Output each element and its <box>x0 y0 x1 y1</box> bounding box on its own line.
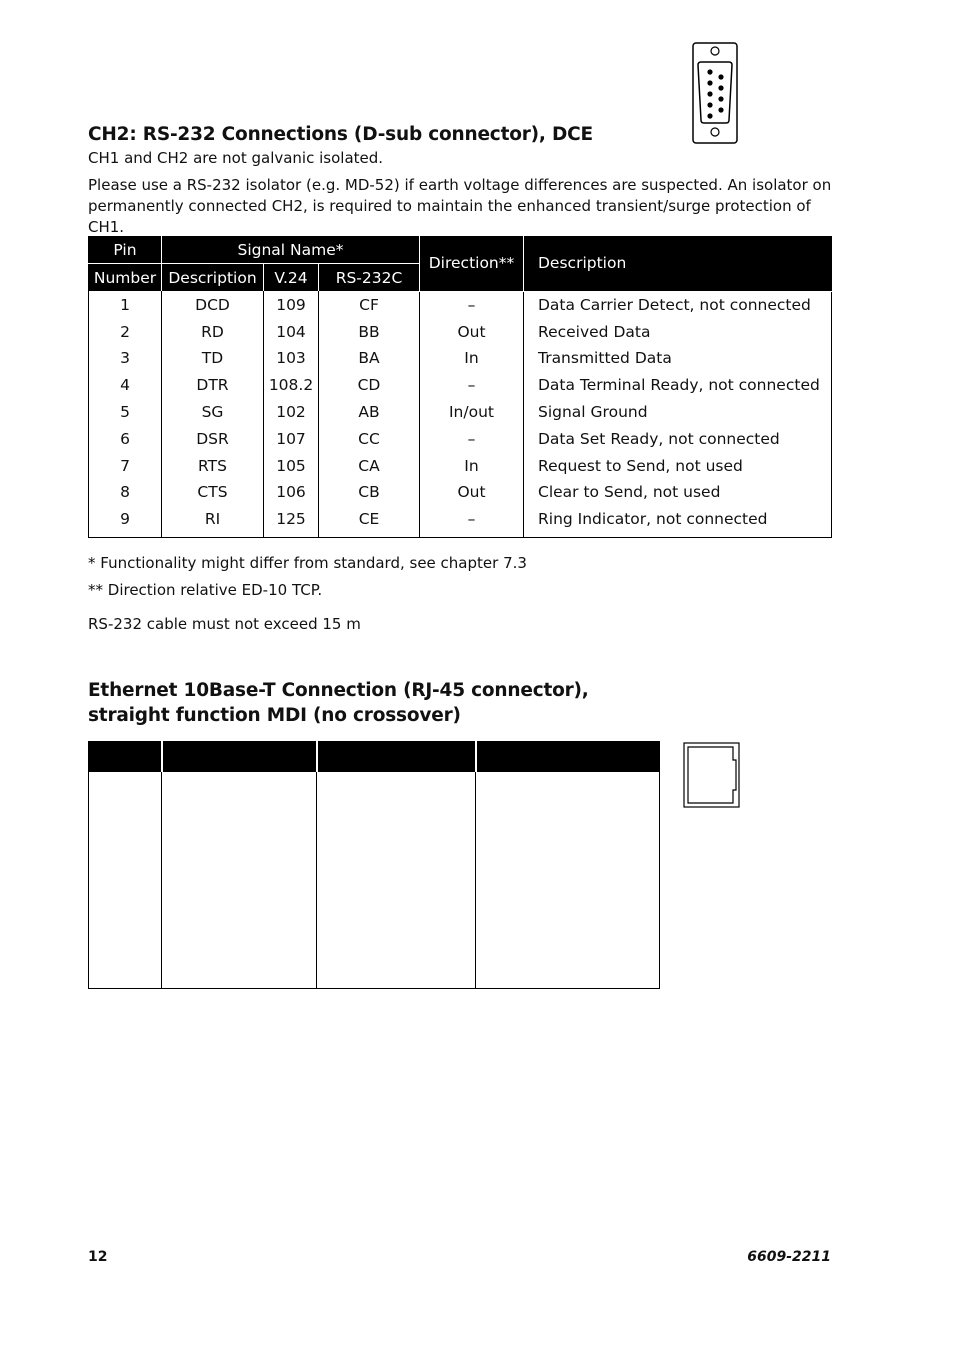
cable-length-note: RS-232 cable must not exceed 15 m <box>88 615 361 633</box>
document-number: 6609-2211 <box>747 1249 831 1265</box>
section-title-ethernet-line2: straight function MDI (no crossover) <box>88 705 461 726</box>
paragraph-isolator-advice: Please use a RS-232 isolator (e.g. MD-52) if earth voltage differences are suspected. An isolator on permanently connected CH2, is required to maintain the enhanced transient/surge protection of CH1. <box>88 176 832 236</box>
table-row <box>89 479 832 506</box>
cell-description: Ring Indicator, not connected <box>524 506 832 537</box>
header-signal-description: Description <box>162 264 264 292</box>
cell-signal: DTR <box>162 372 264 399</box>
cell-v24: 102 <box>264 399 319 426</box>
cell-rs232c: CE <box>319 506 420 537</box>
cell-signal: RD <box>162 318 264 345</box>
paragraph-isolation: CH1 and CH2 are not galvanic isolated. <box>88 149 384 167</box>
cell-rs232c: CC <box>319 425 420 452</box>
table-row <box>89 425 832 452</box>
cell-rs232c: BA <box>319 345 420 372</box>
cell-rs232c: AB <box>319 399 420 426</box>
eth-cell <box>162 772 317 989</box>
cell-v24: 106 <box>264 479 319 506</box>
table-row <box>89 772 660 989</box>
header-rs232c: RS-232C <box>319 264 420 292</box>
cell-description: Data Carrier Detect, not connected <box>524 291 832 318</box>
cell-pin: 6 <box>89 425 162 452</box>
cell-v24: 107 <box>264 425 319 452</box>
section-title-rs232: CH2: RS-232 Connections (D-sub connector), DCE <box>88 124 593 145</box>
cell-signal: TD <box>162 345 264 372</box>
section-title-ethernet <box>88 678 589 728</box>
table-row <box>89 372 832 399</box>
eth-header-cell <box>476 741 660 772</box>
table-row <box>89 399 832 426</box>
cell-direction: – <box>420 425 524 452</box>
cell-pin: 9 <box>89 506 162 537</box>
table-row <box>89 345 832 372</box>
table-row <box>89 318 832 345</box>
cell-pin: 1 <box>89 291 162 318</box>
header-signal-name: Signal Name* <box>162 236 420 264</box>
cell-v24: 105 <box>264 452 319 479</box>
cell-rs232c: CA <box>319 452 420 479</box>
d-sub-connector-icon <box>692 42 738 144</box>
cell-direction: Out <box>420 318 524 345</box>
header-number: Number <box>89 264 162 292</box>
cell-direction: – <box>420 506 524 537</box>
cell-rs232c: CD <box>319 372 420 399</box>
cell-signal: DSR <box>162 425 264 452</box>
cell-description: Received Data <box>524 318 832 345</box>
cell-pin: 4 <box>89 372 162 399</box>
cell-direction: Out <box>420 479 524 506</box>
cell-pin: 8 <box>89 479 162 506</box>
cell-pin: 2 <box>89 318 162 345</box>
cell-signal: RI <box>162 506 264 537</box>
cell-pin: 3 <box>89 345 162 372</box>
cell-v24: 108.2 <box>264 372 319 399</box>
eth-cell <box>476 772 660 989</box>
eth-cell <box>89 772 162 989</box>
cell-description: Request to Send, not used <box>524 452 832 479</box>
rj45-connector-icon <box>683 742 740 808</box>
rs232-pinout-table <box>88 236 832 538</box>
header-direction: Direction** <box>420 236 524 291</box>
header-v24: V.24 <box>264 264 319 292</box>
cell-direction: – <box>420 372 524 399</box>
cell-signal: DCD <box>162 291 264 318</box>
eth-header-cell <box>317 741 476 772</box>
eth-cell <box>317 772 476 989</box>
cell-v24: 109 <box>264 291 319 318</box>
cell-direction: – <box>420 291 524 318</box>
cell-signal: SG <box>162 399 264 426</box>
page-number: 12 <box>88 1249 108 1265</box>
cell-signal: RTS <box>162 452 264 479</box>
cell-direction: In/out <box>420 399 524 426</box>
footnote-functionality: * Functionality might differ from standard, see chapter 7.3 <box>88 554 527 572</box>
table-row <box>89 452 832 479</box>
cell-rs232c: CB <box>319 479 420 506</box>
cell-description: Transmitted Data <box>524 345 832 372</box>
cell-description: Data Terminal Ready, not connected <box>524 372 832 399</box>
cell-direction: In <box>420 452 524 479</box>
cell-description: Clear to Send, not used <box>524 479 832 506</box>
cell-rs232c: BB <box>319 318 420 345</box>
section-title-ethernet-line1: Ethernet 10Base-T Connection (RJ-45 connector), <box>88 680 589 701</box>
eth-header-cell <box>89 741 162 772</box>
header-pin: Pin <box>89 236 162 264</box>
cell-v24: 104 <box>264 318 319 345</box>
cell-v24: 125 <box>264 506 319 537</box>
cell-signal: CTS <box>162 479 264 506</box>
cell-direction: In <box>420 345 524 372</box>
cell-pin: 7 <box>89 452 162 479</box>
header-description: Description <box>524 236 832 291</box>
cell-description: Signal Ground <box>524 399 832 426</box>
table-row <box>89 291 832 318</box>
cell-pin: 5 <box>89 399 162 426</box>
table-row <box>89 506 832 537</box>
footnote-direction: ** Direction relative ED-10 TCP. <box>88 581 323 599</box>
eth-header-cell <box>162 741 317 772</box>
cell-description: Data Set Ready, not connected <box>524 425 832 452</box>
cell-rs232c: CF <box>319 291 420 318</box>
cell-v24: 103 <box>264 345 319 372</box>
ethernet-pinout-table <box>88 741 660 989</box>
